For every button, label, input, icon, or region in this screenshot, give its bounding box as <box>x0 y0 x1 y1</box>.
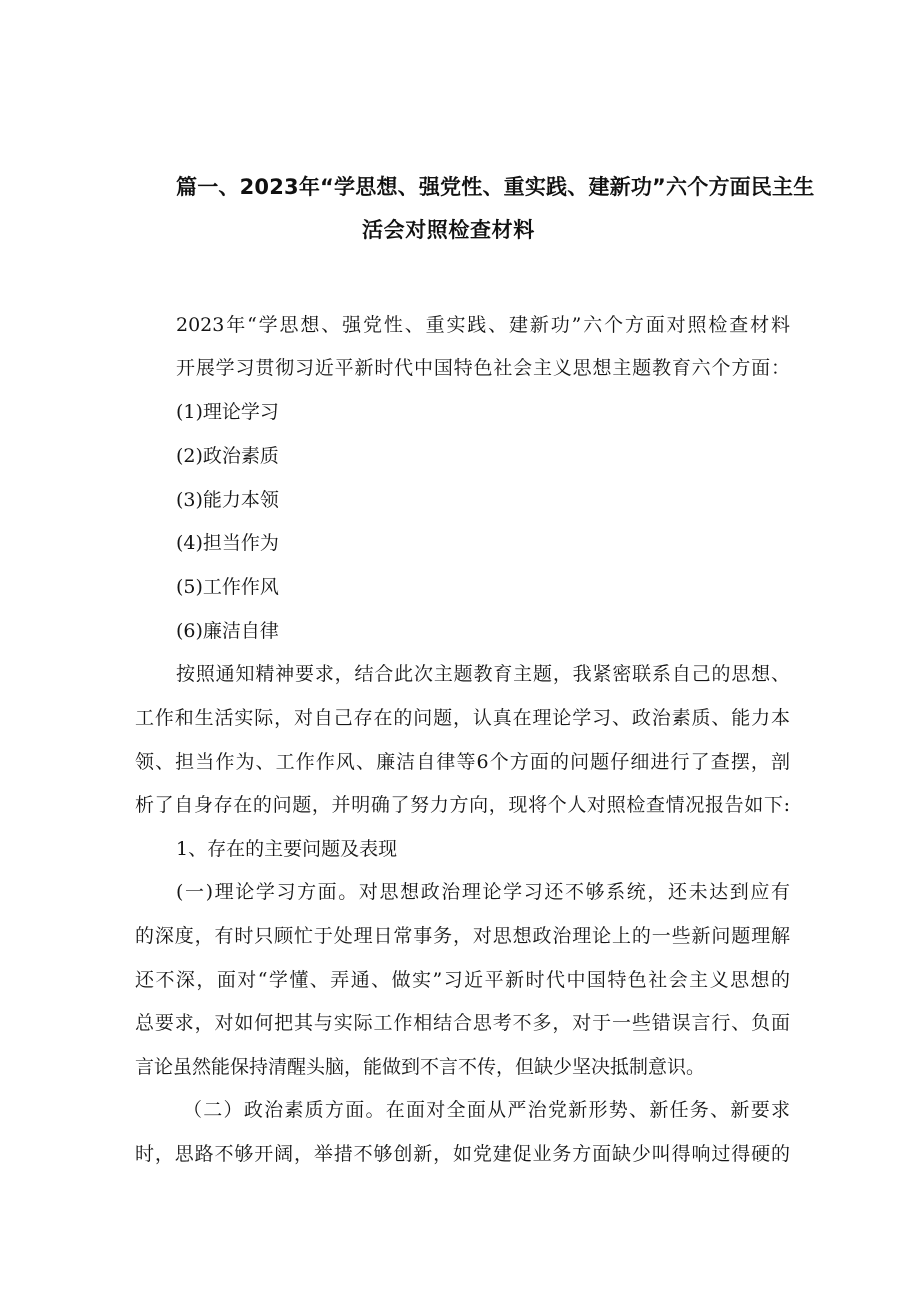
paragraph-line: 按照通知精神要求，结合此次主题教育主题，我紧密联系自己的思想、 <box>176 663 790 685</box>
paragraph-line: 总要求，对如何把其与实际工作相结合思考不多，对于一些错误言行、负面 <box>135 1012 790 1034</box>
paragraph-line: 时，思路不够开阔，举措不够创新，如党建促业务方面缺少叫得响过得硬的 <box>135 1143 790 1165</box>
document-title-line-1: 篇一、2023年“学思想、强党性、重实践、建新功”六个方面民主生 <box>176 175 815 199</box>
paragraph-line: （二）政治素质方面。在面对全面从严治党新形势、新任务、新要求 <box>183 1099 790 1121</box>
list-item: (6)廉洁自律 <box>176 620 279 642</box>
list-item: (3)能力本领 <box>176 489 279 511</box>
paragraph-line: 析了自身存在的问题，并明确了努力方向，现将个人对照检查情况报告如下: <box>135 794 790 816</box>
list-item: (2)政治素质 <box>176 445 279 467</box>
document-title-line-2: 活会对照检查材料 <box>362 218 535 242</box>
paragraph-line: 工作和生活实际，对自己存在的问题，认真在理论学习、政治素质、能力本 <box>135 707 790 729</box>
paragraph-line: 开展学习贯彻习近平新时代中国特色社会主义思想主题教育六个方面： <box>176 357 790 379</box>
paragraph-line: (一)理论学习方面。对思想政治理论学习还不够系统，还未达到应有 <box>176 881 790 903</box>
section-heading: 1、存在的主要问题及表现 <box>176 838 398 860</box>
list-item: (1)理论学习 <box>176 401 279 423</box>
paragraph-line: 的深度，有时只顾忙于处理日常事务，对思想政治理论上的一些新问题理解 <box>135 925 790 947</box>
list-item: (4)担当作为 <box>176 532 279 554</box>
list-item: (5)工作作风 <box>176 576 279 598</box>
paragraph-line: 还不深，面对“学懂、弄通、做实”习近平新时代中国特色社会主义思想的 <box>135 969 790 991</box>
paragraph-line: 2023年“学思想、强党性、重实践、建新功”六个方面对照检查材料 <box>176 314 790 336</box>
paragraph-line: 领、担当作为、工作作风、廉洁自律等6个方面的问题仔细进行了查摆，剖 <box>135 751 790 773</box>
paragraph-line: 言论虽然能保持清醒头脑，能做到不言不传，但缺少坚决抵制意识。 <box>135 1056 706 1078</box>
